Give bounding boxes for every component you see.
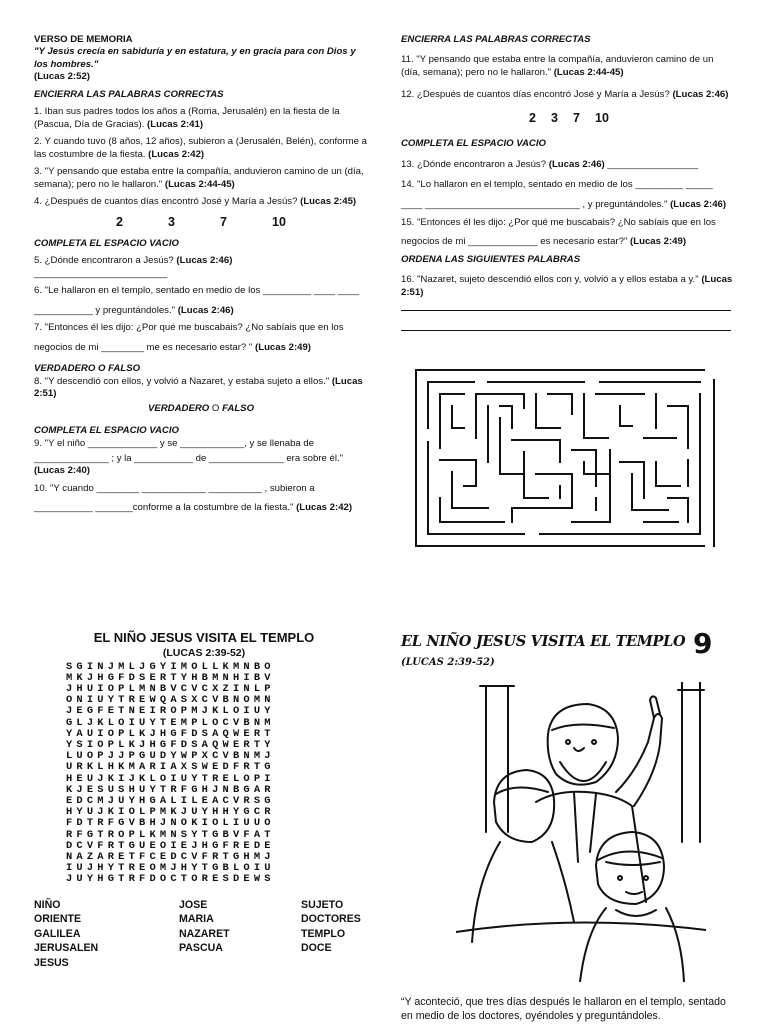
grid-row: MKJHGFDSERTYHBMNHIBV [66,671,275,684]
answer-line[interactable] [401,299,731,311]
word-item: TEMPLO [301,927,346,940]
question-8: 8. "Y descendió con ellos, y volvió a Nazaret, y estaba sujeto a ellos." (Lucas 2:51) [34,375,363,400]
section-title-completa: COMPLETA EL ESPACIO VACIO [401,138,546,150]
grid-row: HEUJKIJKLOIUYTRELOPI [66,772,275,785]
word-item: PASCUA [179,942,223,955]
section-title-encierra: ENCIERRA LAS PALABRAS CORRECTAS [401,34,591,45]
question-11: 11. "Y pensando que estaba entre la compañía, anduvieron camino de un (día, semana); pero no le hallaron." (Lucas 2:44-45) [401,54,714,78]
grid-row: NAZARETFCEDCVFRTGHMJ [66,850,275,863]
question-7: 7. "Entonces él les dijo: ¿Por qué me buscabais? ¿No sabíais que en los [34,322,344,334]
grid-row: GLJKLOIUYTEMPLOCVBNM [66,716,275,729]
grid-row: FDTRFGVBHJNOKIOLIUUO [66,817,275,830]
number-option: 10 [272,214,286,229]
section-title-completa-2: COMPLETA EL ESPACIO VACIO [34,425,179,437]
grid-row: HYUJKIOLPMKJUYHHYGCR [66,806,275,819]
word-item: NAZARET [179,927,230,940]
word-item: JOSE [179,898,208,911]
question-4: 4. ¿Después de cuantos días encontró José y María a Jesús? (Lucas 2:45) [34,196,357,208]
story-title: EL NIÑO JESUS VISITA EL TEMPLO [401,633,686,650]
question-2: 2. Y cuando tuvo (8 años, 12 años), subieron a (Jerusalén, Belén), conforme a las costumbre de la fiesta. (Lucas 2:42) [34,136,367,160]
memory-verse-text: "Y Jesús crecía en sabiduría y en estatura, y en gracia para con Dios y los hombres." [34,46,356,70]
word-search-section [34,630,374,970]
number-option: 7 [573,110,580,125]
word-item: DOCTORES [301,913,361,926]
grid-row: DCVFRTGUEOIEJHGFREDE [66,839,275,852]
word-item: GALILEA [34,927,81,940]
word-search-subtitle: (LUCAS 2:39-52) [162,646,246,659]
lesson-number: 9 [693,627,713,660]
grid-row: IUJHYTREOMJHYTGBLOIU [66,862,275,875]
grid-row: JEGFETNEIROPMJKLOIUY [66,705,275,718]
grid-row: YAUIOPLKJHGFDSAQWERT [66,727,275,740]
grid-row: JUYHGTRFDOCTORESDEWS [66,873,275,886]
left-worksheet [34,34,368,515]
question-14-cont: ____ _____________________________ , y preguntándoles." (Lucas 2:46) [401,198,727,210]
number-options [401,110,735,126]
question-6-cont: ___________ y preguntándoles." (Lucas 2:46) [34,304,234,316]
section-title-verdadero: VERDADERO O FALSO [34,363,141,375]
answer-line[interactable] [401,311,731,331]
question-1: 1. Iban sus padres todos los años a (Roma, Jerusalén) en la fiesta de la (Pascua, Día de Gracias). (Lucas 2:41) [34,106,340,130]
question-16: 16. "Nazaret, sujeto descendió ellos con y, volvió a y ellos estaba a y." (Lucas 2:51) [401,274,733,298]
grid-row: LUOPJJPGUDYWPXCVBNMJ [66,750,275,763]
number-option: 2 [529,110,536,125]
grid-row: KJESUSHUYTRFGHJNBGAR [66,783,275,796]
right-worksheet [401,34,735,331]
grid-row: URKLHKMARIAXSWEDFRTG [66,761,275,774]
jesus-temple-illustration [456,682,706,982]
maze-icon [414,368,716,548]
story-subtitle: (LUCAS 2:39-52) [401,657,495,668]
number-option: 7 [220,214,227,229]
number-option: 10 [595,110,609,125]
number-option: 3 [551,110,558,125]
question-9-ref: (Lucas 2:40) [34,465,90,477]
grid-row: JHUIOPLMNBVCVCXZINLP [66,682,275,695]
story-caption: “Y aconteció, que tres días después le hallaron en el templo, sentado en medio de los doctores, oyéndoles y preguntándoles. [401,996,726,1022]
memory-verse-title: VERSO DE MEMORIA [34,34,133,45]
question-15: 15. "Entonces él les dijo: ¿Por qué me buscabais? ¿No sabíais que en los [401,217,716,228]
section-title-ordena: ORDENA LAS SIGUIENTES PALABRAS [401,253,581,265]
story-section [401,627,735,1024]
word-item: JERUSALEN [34,942,99,955]
section-title-encierra: ENCIERRA LAS PALABRAS CORRECTAS [34,88,224,100]
question-14: 14. "Lo hallaron en el templo, sentado en medio de los _________ _____ [401,179,713,191]
grid-row: RFGTROPLKMNSYTGBVFAT [66,828,275,841]
word-item: JESUS [34,956,69,969]
question-5: 5. ¿Dónde encontraron a Jesús? (Lucas 2:46) _________________________ [34,255,233,279]
word-search-grid[interactable] [34,662,374,886]
number-option: 2 [116,214,123,229]
word-list [34,898,374,971]
maze-graphic [414,368,716,548]
question-10-cont: ___________ _______conforme a la costumbre de la fiesta." (Lucas 2:42) [34,502,353,514]
grid-row: YSIOPLKJHGFDSAQWERTY [66,738,275,751]
question-3: 3. "Y pensando que estaba entre la compañía, anduvieron camino de un (día, semana); pero no le hallaron." (Lucas 2:44-45) [34,166,364,190]
grid-row: EDCMJUYHGALILEACVRSG [66,794,275,807]
question-7-cont: negocios de mi ________ me es necesario estar? " (Lucas 2:49) [34,341,311,353]
word-item: ORIENTE [34,913,82,926]
question-12: 12. ¿Después de cuantos días encontró José y María a Jesús? (Lucas 2:46) [401,89,729,101]
word-item: MARIA [179,913,214,926]
word-search-title: EL NIÑO JESUS VISITA EL TEMPLO [93,630,315,645]
number-options [34,214,368,230]
question-9: 9. "Y el niño _____________ y se ____________, y se llenaba de [34,437,315,449]
number-option: 3 [168,214,175,229]
question-13: 13. ¿Dónde encontraron a Jesús? (Lucas 2:46) _________________ [401,158,699,170]
grid-row: SGINJMLJGYIMOLLKMNBO [66,660,275,673]
word-item: SUJETO [301,898,344,911]
word-item: NIÑO [34,898,61,911]
question-6: 6. "Le hallaron en el templo, sentado en medio de los _________ ____ ____ [34,285,360,297]
word-item: DOCE [301,942,332,955]
question-15-cont: negocios de mi _____________ es necesario estar?" (Lucas 2:49) [401,236,687,248]
true-false-options: VERDADERO O FALSO [147,402,255,414]
section-title-completa: COMPLETA EL ESPACIO VACIO [34,237,179,249]
question-9-cont: ______________ ; y la ___________ de ______________ era sobre él." [34,452,344,464]
grid-row: ONIUYTREWQASXCVBNOMN [66,694,275,707]
question-10: 10. "Y cuando ________ ____________ __________ , subieron a [34,482,315,494]
memory-verse-ref: (Lucas 2:52) [34,71,90,83]
